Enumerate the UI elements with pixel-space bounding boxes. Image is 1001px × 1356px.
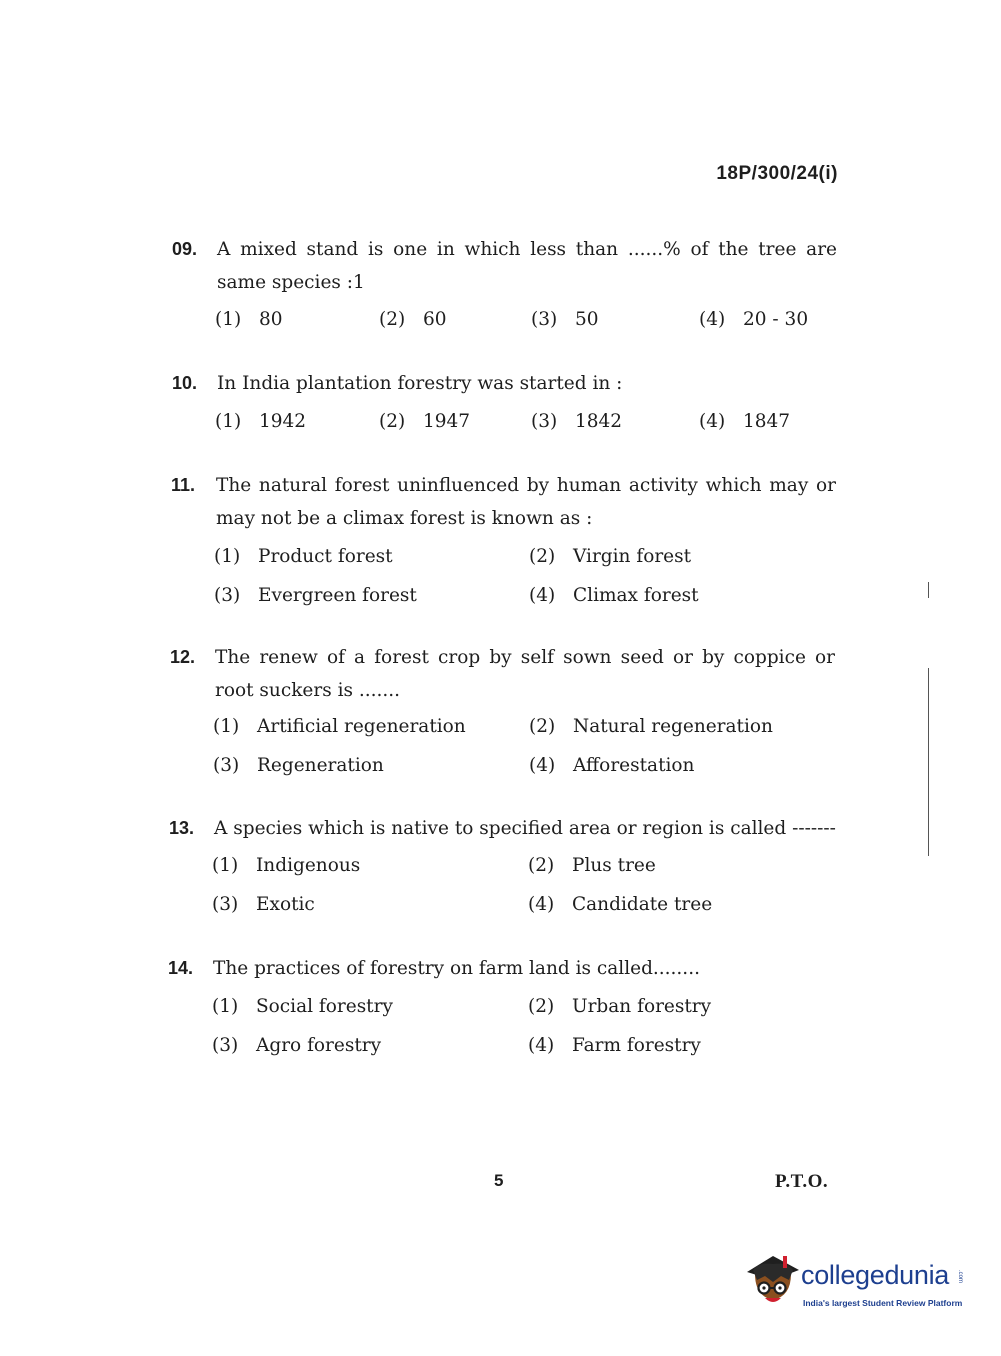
scan-mark bbox=[928, 668, 929, 856]
option-4: (4) Farm forestry bbox=[528, 1035, 701, 1056]
question-number: 13. bbox=[169, 818, 195, 838]
question-text: In India plantation forestry was started in : bbox=[217, 373, 623, 394]
option-2: (2) 1947 bbox=[379, 411, 471, 432]
option-4: (4) Afforestation bbox=[529, 755, 695, 776]
option-2: (2) 60 bbox=[379, 309, 447, 330]
paper-code: 18P/300/24(i) bbox=[716, 163, 838, 184]
question-number: 14. bbox=[168, 958, 194, 978]
option-2: (2) Natural regeneration bbox=[529, 716, 773, 737]
pto-label: P.T.O. bbox=[775, 1171, 829, 1192]
option-4: (4) Climax forest bbox=[529, 585, 699, 606]
question-text: A species which is native to specified area or region is called ------- bbox=[214, 818, 836, 839]
collegedunia-logo bbox=[743, 1250, 973, 1320]
option-2: (2) Virgin forest bbox=[529, 546, 692, 567]
option-4: (4) 1847 bbox=[699, 411, 791, 432]
question-14 bbox=[168, 952, 838, 992]
option-3: (3) 1842 bbox=[531, 411, 623, 432]
mascot-icon bbox=[743, 1250, 801, 1320]
option-1: (1) Product forest bbox=[214, 546, 393, 567]
page-number: 5 bbox=[494, 1171, 504, 1190]
option-1: (1) Social forestry bbox=[212, 996, 393, 1017]
option-1: (1) Artificial regeneration bbox=[213, 716, 466, 737]
question-number: 10. bbox=[172, 373, 198, 393]
option-4: (4) Candidate tree bbox=[528, 894, 713, 915]
logo-tagline: India's largest Student Review Platform bbox=[803, 1298, 963, 1308]
option-1: (1) 80 bbox=[215, 309, 283, 330]
scan-mark bbox=[928, 582, 929, 598]
option-2: (2) Urban forestry bbox=[528, 996, 712, 1017]
option-3: (3) Evergreen forest bbox=[214, 585, 417, 606]
option-4: (4) 20 - 30 bbox=[699, 309, 809, 330]
question-10 bbox=[172, 367, 842, 407]
question-text: The natural forest uninfluenced by human activity which may or may not be a climax forest is known as : bbox=[216, 475, 836, 529]
question-11 bbox=[171, 469, 841, 539]
question-text: A mixed stand is one in which less than ......% of the tree are same species :1 bbox=[217, 239, 837, 293]
option-3: (3) Agro forestry bbox=[212, 1035, 382, 1056]
question-12 bbox=[170, 641, 840, 711]
question-number: 12. bbox=[170, 647, 196, 667]
option-3: (3) Regeneration bbox=[213, 755, 384, 776]
question-text: The renew of a forest crop by self sown seed or by coppice or root suckers is ....... bbox=[215, 647, 835, 701]
question-number: 09. bbox=[172, 239, 198, 259]
option-3: (3) 50 bbox=[531, 309, 599, 330]
option-2: (2) Plus tree bbox=[528, 855, 656, 876]
logo-suffix: .com bbox=[957, 1270, 963, 1284]
question-text: The practices of forestry on farm land is called........ bbox=[213, 958, 700, 979]
option-1: (1) 1942 bbox=[215, 411, 307, 432]
option-1: (1) Indigenous bbox=[212, 855, 361, 876]
option-3: (3) Exotic bbox=[212, 894, 315, 915]
logo-name: collegedunia bbox=[801, 1260, 950, 1290]
question-09 bbox=[172, 233, 842, 373]
question-number: 11. bbox=[171, 475, 196, 495]
question-13 bbox=[169, 812, 839, 852]
